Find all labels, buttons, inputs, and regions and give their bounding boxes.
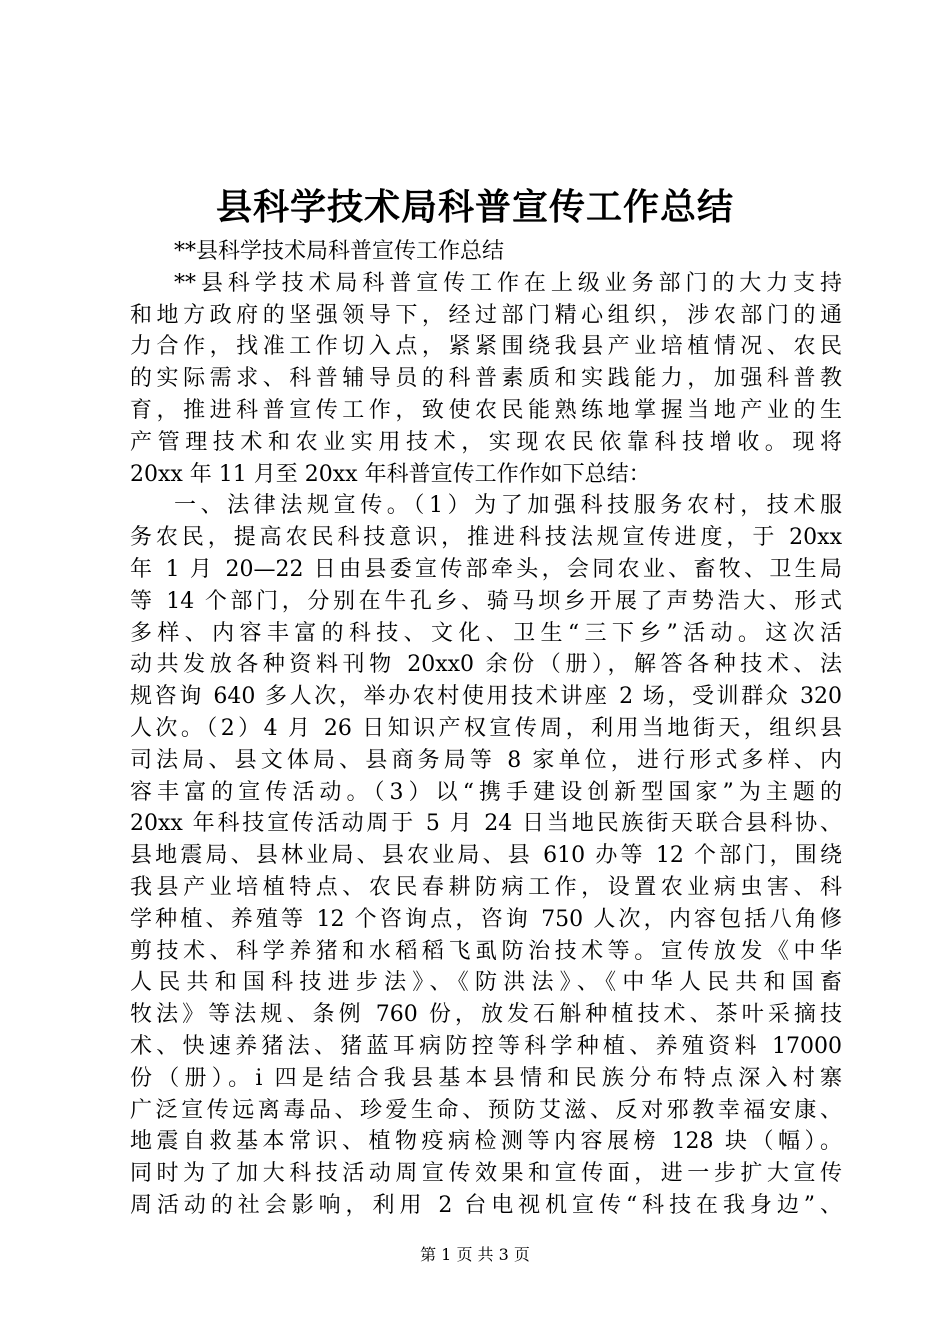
paragraph-line: **县科学技术局科普宣传工作在上级业务部门的大力支持 [174,270,842,296]
paragraph-line: 地震自救基本常识、植物疫病检测等内容展榜 128 块（幅）。 [130,1129,842,1155]
paragraph-line: 人次。（2）4 月 26 日知识产权宣传周，利用当地街天，组织县 [130,715,842,741]
paragraph-line: 等 14 个部门，分别在牛孔乡、骑马坝乡开展了声势浩大、形式 [130,588,842,614]
paragraph-line: 份（册）。i 四是结合我县基本县情和民族分布特点深入村寨 [130,1065,843,1091]
paragraph-line: 县地震局、县林业局、县农业局、县 610 办等 12 个部门，围绕 [130,843,842,869]
paragraph-line: 牧法》等法规、条例 760 份，放发石斛种植技术、茶叶采摘技 [130,1002,842,1028]
paragraph-line: 20xx 年 11 月至 20xx 年科普宣传工作作如下总结： [130,461,651,487]
paragraph-line: 一、法律法规宣传。（1）为了加强科技服务农村，技术服 [174,493,842,519]
page-number: 第 1 页 共 3 页 [420,1245,530,1264]
paragraph-line: 同时为了加大科技活动周宣传效果和宣传面，进一步扩大宣传 [130,1161,842,1187]
paragraph-line: 规咨询 640 多人次，举办农村使用技术讲座 2 场，受训群众 320 [130,684,842,710]
paragraph-line: 务农民，提高农民科技意识，推进科技法规宣传进度，于 20xx [130,525,842,551]
paragraph-line: 剪技术、科学养猪和水稻稻飞虱防治技术等。宣传放发《中华 [130,938,842,964]
paragraph-line: 我县产业培植特点、农民春耕防病工作，设置农业病虫害、科 [130,874,842,900]
paragraph-line: 容丰富的宣传活动。（3）以“携手建设创新型国家”为主题的 [130,779,842,805]
document-title: 县科学技术局科普宣传工作总结 [215,186,734,228]
subtitle-line: **县科学技术局科普宣传工作总结 [174,239,505,264]
paragraph-line: 力合作，找准工作切入点，紧紧围绕我县产业培植情况、农民 [130,334,842,360]
document-body [130,236,842,1222]
paragraph-line: 产管理技术和农业实用技术，实现农民依靠科技增收。现将 [130,429,842,455]
paragraph-line: 育，推进科普宣传工作，致使农民能熟练地掌握当地产业的生 [130,397,842,423]
paragraph-line: 多样、内容丰富的科技、文化、卫生“三下乡”活动。这次活 [130,620,842,646]
paragraph-line: 20xx 年科技宣传活动周于 5 月 24 日当地民族街天联合县科协、 [130,811,842,837]
paragraph-line: 广泛宣传远离毒品、珍爱生命、预防艾滋、反对邪教幸福安康、 [130,1097,842,1123]
paragraph-line: 术、快速养猪法、猪蓝耳病防控等科学种植、养殖资料 17000 [130,1033,842,1059]
page-footer [0,1243,950,1267]
paragraph-line: 和地方政府的坚强领导下，经过部门精心组织，涉农部门的通 [130,302,842,328]
paragraph-line: 动共发放各种资料刊物 20xx0 余份（册），解答各种技术、法 [130,652,842,678]
paragraph-line: 周活动的社会影响，利用 2 台电视机宣传“科技在我身边”、 [130,1192,842,1218]
paragraph-line: 人民共和国科技进步法》、《防洪法》、《中华人民共和国畜 [130,970,842,996]
paragraph-line: 年 1 月 20—22 日由县委宣传部牵头，会同农业、畜牧、卫生局 [130,556,842,582]
paragraph-line: 学种植、养殖等 12 个咨询点，咨询 750 人次，内容包括八角修 [130,906,842,932]
paragraph-line: 的实际需求、科普辅导员的科普素质和实践能力，加强科普教 [130,366,842,392]
paragraph-line: 司法局、县文体局、县商务局等 8 家单位，进行形式多样、内 [130,747,842,773]
